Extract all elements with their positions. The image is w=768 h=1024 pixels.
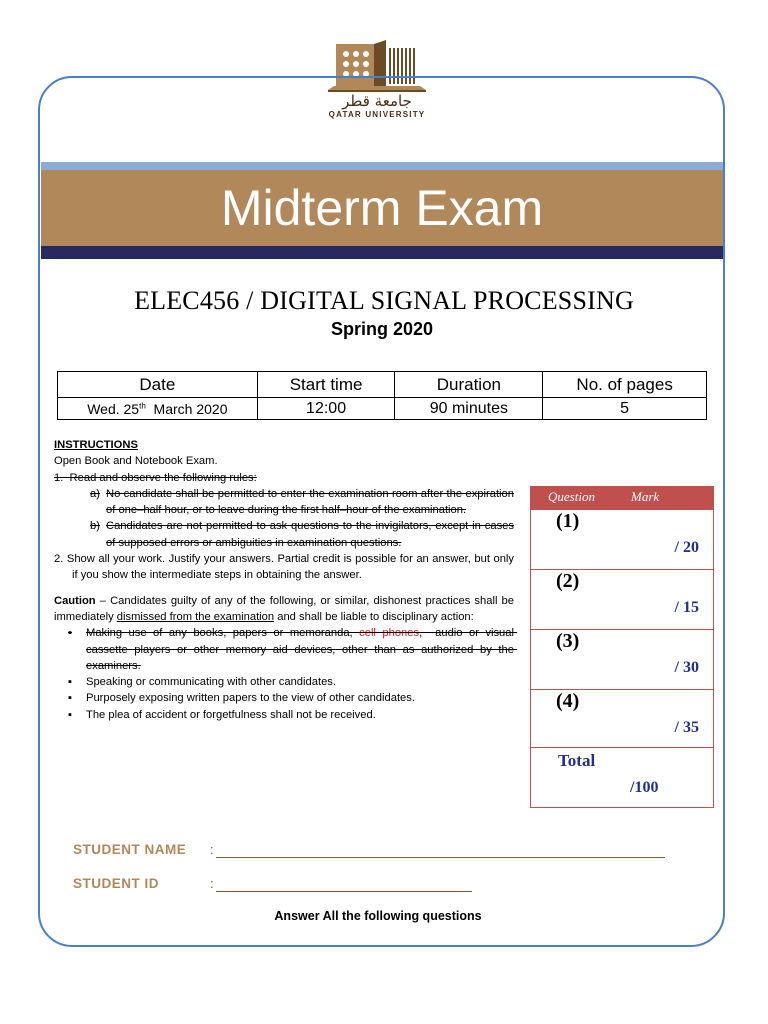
- student-id-colon: :: [210, 876, 214, 891]
- student-name-field[interactable]: [216, 843, 665, 858]
- instructions: [54, 437, 518, 723]
- question-number: (3): [556, 630, 580, 652]
- rule-1a-text: No candidate shall be permitted to enter the examination room after the expiration of one–half hour, or to leave during the first half–hour of the examination.: [106, 487, 514, 517]
- caution-paragraph: Caution – Candidates guilty of any of the following, or similar, dishonest practices shall be immediately dismissed from the examination and shall be liable to disciplinary action:: [54, 594, 514, 623]
- cell-phones-text: cell phones: [359, 627, 420, 640]
- rule-2: 2. Show all your work. Justify your answers. Partial credit is possible for an answer, but only if you show the intermediate steps in obtaining the answer.: [54, 553, 514, 582]
- logo-english-text: QATAR UNIVERSITY: [328, 110, 426, 119]
- instructions-heading: INSTRUCTIONS: [54, 439, 138, 451]
- course-title: ELEC456 / DIGITAL SIGNAL PROCESSING: [134, 286, 634, 315]
- table-row: [58, 398, 707, 420]
- student-name-label: STUDENT NAME: [73, 842, 187, 857]
- rule-1b-label: b): [90, 520, 100, 533]
- banner-top-stripe: [41, 162, 723, 170]
- total-label: Total: [558, 751, 596, 770]
- bullet-2: ▪ Speaking or communicating with other candidates.: [54, 674, 514, 690]
- exam-info-table: [57, 371, 707, 420]
- question-number: (4): [556, 690, 580, 712]
- marks-row: [531, 689, 713, 748]
- bullet-icon: ▪: [68, 708, 72, 721]
- term: Spring 2020: [330, 319, 434, 339]
- pages-value: 5: [543, 398, 707, 420]
- rule-1b-text: Candidates are not permitted to ask questions to the invigilators, except in cases of supposed errors or ambiguities in examination questions.: [106, 520, 514, 549]
- marks-table: [530, 486, 714, 808]
- student-id-label: STUDENT ID: [73, 876, 159, 891]
- rule-1a: [54, 486, 514, 519]
- marks-row: [531, 569, 713, 630]
- question-number: (1): [556, 510, 580, 532]
- logo-arabic-text: جامعة قطر: [342, 92, 412, 110]
- marks-row: [531, 509, 713, 570]
- question-mark: / 30: [674, 659, 699, 676]
- table-header-row: [58, 372, 707, 398]
- marks-header-question: Question: [548, 489, 595, 504]
- exam-title: Midterm Exam: [220, 180, 544, 236]
- dismissed-text: dismissed from the examination: [116, 610, 275, 623]
- rule-1a-label: a): [90, 487, 100, 500]
- question-mark: / 15: [674, 599, 699, 616]
- duration-value: 90 minutes: [395, 398, 543, 420]
- question-number: (2): [556, 570, 580, 592]
- bullet-icon: ▪: [68, 627, 72, 640]
- header-duration: Duration: [395, 372, 543, 398]
- bullet-icon: ▪: [68, 692, 72, 705]
- header-pages: No. of pages: [543, 372, 707, 398]
- rule-1b: [54, 518, 514, 551]
- marks-header: [531, 487, 713, 510]
- header-start-time: Start time: [257, 372, 395, 398]
- question-mark: / 35: [674, 719, 699, 736]
- bullet-1: ▪ Making use of any books, papers or memoranda, cell phones, audio or visual cassette players or other memory aid devices, other than as authorized by the examiners.: [54, 625, 514, 674]
- marks-header-mark: Mark: [631, 489, 660, 504]
- student-name-colon: :: [210, 842, 214, 857]
- marks-row: [531, 629, 713, 690]
- header-date: Date: [58, 372, 258, 398]
- student-id-field[interactable]: [216, 877, 472, 892]
- date-value: Wed. 25th March 2020: [58, 398, 258, 420]
- bullet-3: ▪ Purposely exposing written papers to the view of other candidates.: [54, 690, 514, 706]
- answer-all-instruction: Answer All the following questions: [274, 909, 482, 923]
- instruction-open-book: Open Book and Notebook Exam.: [54, 455, 218, 468]
- total-value: /100: [630, 779, 659, 796]
- rule-1-title: 1. Read and observe the following rules:: [54, 471, 257, 484]
- marks-divider: [531, 747, 713, 748]
- question-mark: / 20: [674, 539, 699, 556]
- bullet-icon: ▪: [68, 676, 72, 689]
- banner-bottom-stripe: [41, 246, 723, 259]
- caution-label: Caution: [54, 594, 96, 607]
- start-time-value: 12:00: [257, 398, 395, 420]
- bullet-4: ▪ The plea of accident or forgetfulness shall not be received.: [54, 707, 514, 723]
